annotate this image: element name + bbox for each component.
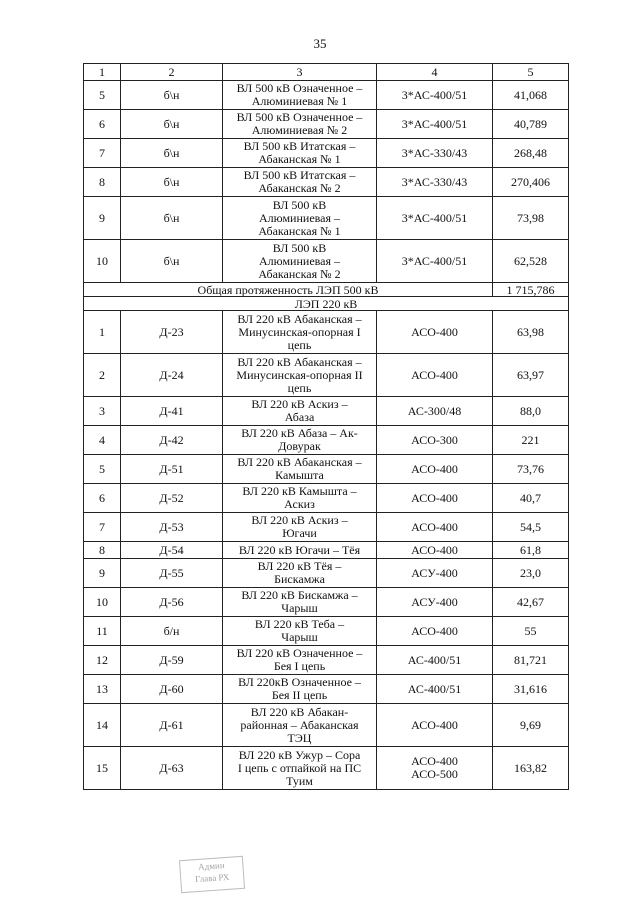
table-row bbox=[84, 168, 569, 197]
line-code-cell: Д-61 bbox=[121, 704, 223, 747]
table-row bbox=[84, 397, 569, 426]
line-name-cell: ВЛ 500 кВ Означенное – Алюминиевая № 1 bbox=[223, 81, 377, 110]
length-cell: 221 bbox=[493, 426, 569, 455]
wire-type-cell: 3*АС-400/51 bbox=[377, 197, 493, 240]
line-code-cell: Д-56 bbox=[121, 588, 223, 617]
wire-type-cell: АСО-400 bbox=[377, 354, 493, 397]
wire-type-cell: АСУ-400 bbox=[377, 559, 493, 588]
table-row bbox=[84, 513, 569, 542]
table-row bbox=[84, 542, 569, 559]
header-cell: 2 bbox=[121, 64, 223, 81]
row-number-cell: 1 bbox=[84, 311, 121, 354]
row-number-cell: 7 bbox=[84, 139, 121, 168]
table-row bbox=[84, 617, 569, 646]
row-number-cell: 6 bbox=[84, 110, 121, 139]
wire-type-cell: АС-400/51 bbox=[377, 675, 493, 704]
wire-type-cell: 3*АС-400/51 bbox=[377, 81, 493, 110]
length-cell: 9,69 bbox=[493, 704, 569, 747]
row-number-cell: 15 bbox=[84, 747, 121, 790]
line-code-cell: Д-51 bbox=[121, 455, 223, 484]
length-cell: 31,616 bbox=[493, 675, 569, 704]
line-name-cell: ВЛ 220 кВ Абаза – Ак- Довурак bbox=[223, 426, 377, 455]
header-cell: 4 bbox=[377, 64, 493, 81]
length-cell: 63,97 bbox=[493, 354, 569, 397]
length-cell: 42,67 bbox=[493, 588, 569, 617]
line-name-cell: ВЛ 220 кВ Камышта – Аскиз bbox=[223, 484, 377, 513]
power-lines-table bbox=[83, 63, 569, 790]
wire-type-cell: АСО-400 bbox=[377, 311, 493, 354]
table-row bbox=[84, 588, 569, 617]
line-code-cell: Д-54 bbox=[121, 542, 223, 559]
line-name-cell: ВЛ 220 кВ Бискамжа – Чарыш bbox=[223, 588, 377, 617]
line-code-cell: Д-52 bbox=[121, 484, 223, 513]
line-name-cell: ВЛ 500 кВ Означенное – Алюминиевая № 2 bbox=[223, 110, 377, 139]
length-cell: 62,528 bbox=[493, 240, 569, 283]
table-row bbox=[84, 240, 569, 283]
total-row bbox=[84, 283, 569, 297]
row-number-cell: 13 bbox=[84, 675, 121, 704]
stamp-mark bbox=[179, 856, 245, 893]
row-number-cell: 9 bbox=[84, 197, 121, 240]
length-cell: 54,5 bbox=[493, 513, 569, 542]
table-row bbox=[84, 81, 569, 110]
wire-type-cell: АСО-300 bbox=[377, 426, 493, 455]
wire-type-cell: АСО-400 bbox=[377, 484, 493, 513]
table-row bbox=[84, 646, 569, 675]
section-title: ЛЭП 220 кВ bbox=[84, 297, 569, 311]
line-name-cell: ВЛ 220 кВ Абаканская – Камышта bbox=[223, 455, 377, 484]
wire-type-cell: 3*АС-400/51 bbox=[377, 110, 493, 139]
length-cell: 88,0 bbox=[493, 397, 569, 426]
row-number-cell: 8 bbox=[84, 542, 121, 559]
row-number-cell: 11 bbox=[84, 617, 121, 646]
line-name-cell: ВЛ 220 кВ Теба – Чарыш bbox=[223, 617, 377, 646]
line-code-cell: б\н bbox=[121, 139, 223, 168]
table-row bbox=[84, 110, 569, 139]
line-name-cell: ВЛ 500 кВ Итатская – Абаканская № 2 bbox=[223, 168, 377, 197]
table-row bbox=[84, 747, 569, 790]
total-label: Общая протяженность ЛЭП 500 кВ bbox=[84, 283, 493, 297]
table-row bbox=[84, 455, 569, 484]
line-name-cell: ВЛ 220 кВ Абакан- районная – Абаканская ТЭЦ bbox=[223, 704, 377, 747]
wire-type-cell: АСУ-400 bbox=[377, 588, 493, 617]
wire-type-cell: АСО-400 bbox=[377, 617, 493, 646]
wire-type-cell: АС-400/51 bbox=[377, 646, 493, 675]
length-cell: 55 bbox=[493, 617, 569, 646]
line-code-cell: б\н bbox=[121, 240, 223, 283]
row-number-cell: 14 bbox=[84, 704, 121, 747]
wire-type-cell: АСО-400 bbox=[377, 455, 493, 484]
line-name-cell: ВЛ 220 кВ Ужур – Сора I цепь с отпайкой на ПС Туим bbox=[223, 747, 377, 790]
line-code-cell: Д-42 bbox=[121, 426, 223, 455]
line-code-cell: б\н bbox=[121, 110, 223, 139]
line-name-cell: ВЛ 220 кВ Аскиз – Абаза bbox=[223, 397, 377, 426]
line-name-cell: ВЛ 500 кВ Алюминиевая – Абаканская № 1 bbox=[223, 197, 377, 240]
line-name-cell: ВЛ 220 кВ Тёя – Бискамжа bbox=[223, 559, 377, 588]
header-row bbox=[84, 64, 569, 81]
row-number-cell: 5 bbox=[84, 455, 121, 484]
row-number-cell: 6 bbox=[84, 484, 121, 513]
line-code-cell: Д-53 bbox=[121, 513, 223, 542]
line-code-cell: б\н bbox=[121, 81, 223, 110]
header-cell: 5 bbox=[493, 64, 569, 81]
header-cell: 3 bbox=[223, 64, 377, 81]
line-code-cell: Д-24 bbox=[121, 354, 223, 397]
line-code-cell: Д-60 bbox=[121, 675, 223, 704]
line-code-cell: Д-63 bbox=[121, 747, 223, 790]
stamp-line: Глава РХ bbox=[194, 871, 230, 885]
row-number-cell: 4 bbox=[84, 426, 121, 455]
row-number-cell: 12 bbox=[84, 646, 121, 675]
wire-type-cell: АС-300/48 bbox=[377, 397, 493, 426]
total-value: 1 715,786 bbox=[493, 283, 569, 297]
wire-type-cell: 3*АС-330/43 bbox=[377, 168, 493, 197]
table-row bbox=[84, 675, 569, 704]
line-code-cell: б\н bbox=[121, 168, 223, 197]
length-cell: 268,48 bbox=[493, 139, 569, 168]
line-name-cell: ВЛ 220 кВ Абаканская – Минусинская-опорная I цепь bbox=[223, 311, 377, 354]
length-cell: 81,721 bbox=[493, 646, 569, 675]
section-header-row bbox=[84, 297, 569, 311]
wire-type-cell: 3*АС-400/51 bbox=[377, 240, 493, 283]
line-name-cell: ВЛ 220кВ Означенное – Бея II цепь bbox=[223, 675, 377, 704]
line-code-cell: Д-23 bbox=[121, 311, 223, 354]
line-name-cell: ВЛ 220 кВ Абаканская – Минусинская-опорная II цепь bbox=[223, 354, 377, 397]
header-cell: 1 bbox=[84, 64, 121, 81]
length-cell: 40,789 bbox=[493, 110, 569, 139]
row-number-cell: 9 bbox=[84, 559, 121, 588]
length-cell: 41,068 bbox=[493, 81, 569, 110]
row-number-cell: 10 bbox=[84, 588, 121, 617]
line-code-cell: б/н bbox=[121, 617, 223, 646]
line-name-cell: ВЛ 220 кВ Югачи – Тёя bbox=[223, 542, 377, 559]
line-name-cell: ВЛ 500 кВ Итатская – Абаканская № 1 bbox=[223, 139, 377, 168]
line-code-cell: Д-59 bbox=[121, 646, 223, 675]
row-number-cell: 10 bbox=[84, 240, 121, 283]
row-number-cell: 3 bbox=[84, 397, 121, 426]
wire-type-cell: АСО-400 АСО-500 bbox=[377, 747, 493, 790]
length-cell: 163,82 bbox=[493, 747, 569, 790]
table-row bbox=[84, 139, 569, 168]
length-cell: 270,406 bbox=[493, 168, 569, 197]
length-cell: 61,8 bbox=[493, 542, 569, 559]
length-cell: 63,98 bbox=[493, 311, 569, 354]
table-row bbox=[84, 484, 569, 513]
table-row bbox=[84, 197, 569, 240]
wire-type-cell: АСО-400 bbox=[377, 542, 493, 559]
line-name-cell: ВЛ 220 кВ Аскиз – Югачи bbox=[223, 513, 377, 542]
length-cell: 73,98 bbox=[493, 197, 569, 240]
row-number-cell: 2 bbox=[84, 354, 121, 397]
page-number: 35 bbox=[313, 36, 327, 51]
row-number-cell: 7 bbox=[84, 513, 121, 542]
table-row bbox=[84, 354, 569, 397]
table-row bbox=[84, 559, 569, 588]
wire-type-cell: АСО-400 bbox=[377, 513, 493, 542]
length-cell: 40,7 bbox=[493, 484, 569, 513]
line-code-cell: Д-55 bbox=[121, 559, 223, 588]
line-code-cell: б\н bbox=[121, 197, 223, 240]
stamp-line: Админ bbox=[197, 860, 225, 872]
table-row bbox=[84, 311, 569, 354]
line-name-cell: ВЛ 500 кВ Алюминиевая – Абаканская № 2 bbox=[223, 240, 377, 283]
wire-type-cell: 3*АС-330/43 bbox=[377, 139, 493, 168]
row-number-cell: 5 bbox=[84, 81, 121, 110]
length-cell: 23,0 bbox=[493, 559, 569, 588]
table-row bbox=[84, 704, 569, 747]
row-number-cell: 8 bbox=[84, 168, 121, 197]
line-code-cell: Д-41 bbox=[121, 397, 223, 426]
wire-type-cell: АСО-400 bbox=[377, 704, 493, 747]
table-row bbox=[84, 426, 569, 455]
length-cell: 73,76 bbox=[493, 455, 569, 484]
line-name-cell: ВЛ 220 кВ Означенное – Бея I цепь bbox=[223, 646, 377, 675]
